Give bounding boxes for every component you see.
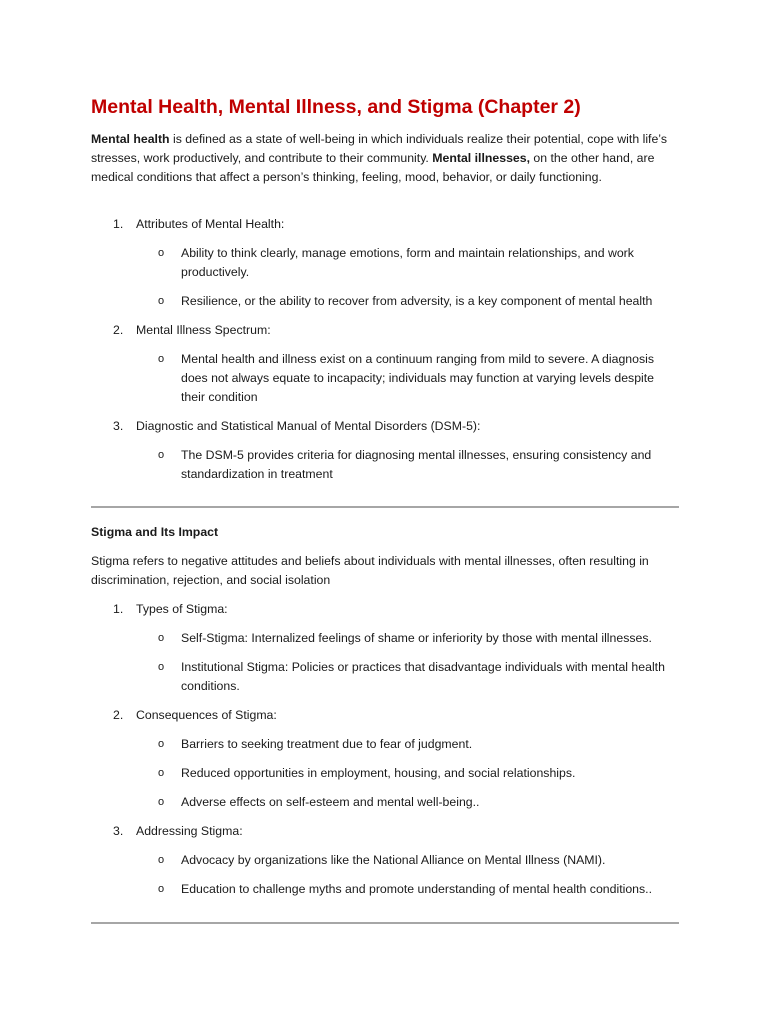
term-mental-health: Mental health	[91, 132, 170, 146]
list-item-types	[113, 600, 228, 619]
bullet-marker: o	[158, 295, 165, 307]
bullet-text: Education to challenge myths and promote understanding of mental health conditions..	[181, 882, 652, 896]
list-number: 1.	[113, 602, 124, 616]
bullet-text: Self-Stigma: Internalized feelings of shame or inferiority by those with mental illnesses.	[181, 631, 652, 645]
bullet-text: Barriers to seeking treatment due to fear of judgment.	[181, 737, 473, 751]
bullet-item	[158, 446, 678, 484]
bullet-marker: o	[158, 449, 165, 461]
intro-paragraph	[91, 130, 681, 186]
page-title: Mental Health, Mental Illness, and Stigma (Chapter 2)	[91, 96, 581, 118]
bullet-marker: o	[158, 854, 165, 866]
list-item-consequences	[113, 706, 277, 725]
bullet-marker: o	[158, 767, 165, 779]
list-item-attributes	[113, 215, 284, 234]
bullet-marker: o	[158, 738, 165, 750]
list-number: 2.	[113, 708, 124, 722]
intro-text-2: on the other hand, are medical conditions that affect a person’s thinking, feeling, mood, behavior, or daily functioning.	[91, 150, 655, 184]
list-item-label: Consequences of Stigma:	[136, 708, 277, 722]
section-heading: Stigma and Its Impact	[91, 525, 219, 539]
bullet-text: Reduced opportunities in employment, housing, and social relationships.	[181, 766, 576, 780]
bullet-item	[158, 880, 678, 899]
bullet-text: The DSM-5 provides criteria for diagnosing mental illnesses, ensuring consistency and standardization in treatment	[181, 448, 652, 481]
bullet-marker: o	[158, 661, 165, 673]
bullet-text: Advocacy by organizations like the National Alliance on Mental Illness (NAMI).	[181, 853, 606, 867]
bullet-marker: o	[158, 247, 165, 259]
intro-text-1: is defined as a state of well-being in which individuals realize their potential, cope with life’s stresses, work productively, and contribute to their community.	[91, 132, 667, 165]
bullet-item	[158, 764, 678, 783]
bullet-item	[158, 350, 678, 406]
stigma-intro-paragraph: Stigma refers to negative attitudes and beliefs about individuals with mental illnesses, often resulting in discrimination, rejection, and social isolation	[91, 554, 649, 587]
bullet-marker: o	[158, 796, 165, 808]
bullet-text: Mental health and illness exist on a continuum ranging from mild to severe. A diagnosis does not always equate to incapacity; individuals may function at varying levels despite their condition	[181, 352, 655, 404]
bullet-item	[158, 793, 678, 812]
list-number: 3.	[113, 824, 124, 838]
bullet-item	[158, 292, 678, 311]
bullet-marker: o	[158, 353, 165, 365]
list-number: 2.	[113, 323, 124, 337]
list-item-label: Diagnostic and Statistical Manual of Mental Disorders (DSM-5):	[136, 419, 481, 433]
bullet-item	[158, 244, 678, 282]
list-number: 3.	[113, 419, 124, 433]
list-item-label: Addressing Stigma:	[136, 824, 243, 838]
list-item-dsm5	[113, 417, 480, 436]
bullet-marker: o	[158, 883, 165, 895]
horizontal-divider	[91, 922, 679, 924]
horizontal-divider	[91, 506, 679, 508]
term-mental-illnesses: Mental illnesses,	[432, 150, 530, 165]
bullet-marker: o	[158, 632, 165, 644]
bullet-text: Ability to think clearly, manage emotions, form and maintain relationships, and work productively.	[181, 246, 634, 279]
list-item-spectrum	[113, 321, 271, 340]
list-item-label: Attributes of Mental Health:	[136, 217, 285, 231]
bullet-item	[158, 658, 678, 696]
list-item-label: Mental Illness Spectrum:	[136, 323, 271, 337]
bullet-item	[158, 851, 678, 870]
bullet-text: Institutional Stigma: Policies or practices that disadvantage individuals with mental health conditions.	[181, 660, 665, 693]
list-number: 1.	[113, 217, 124, 231]
list-item-label: Types of Stigma:	[136, 602, 228, 616]
bullet-item	[158, 629, 678, 648]
bullet-item	[158, 735, 678, 754]
bullet-text: Adverse effects on self-esteem and mental well-being..	[181, 795, 480, 809]
bullet-text: Resilience, or the ability to recover from adversity, is a key component of mental health	[181, 294, 653, 308]
list-item-addressing	[113, 822, 243, 841]
